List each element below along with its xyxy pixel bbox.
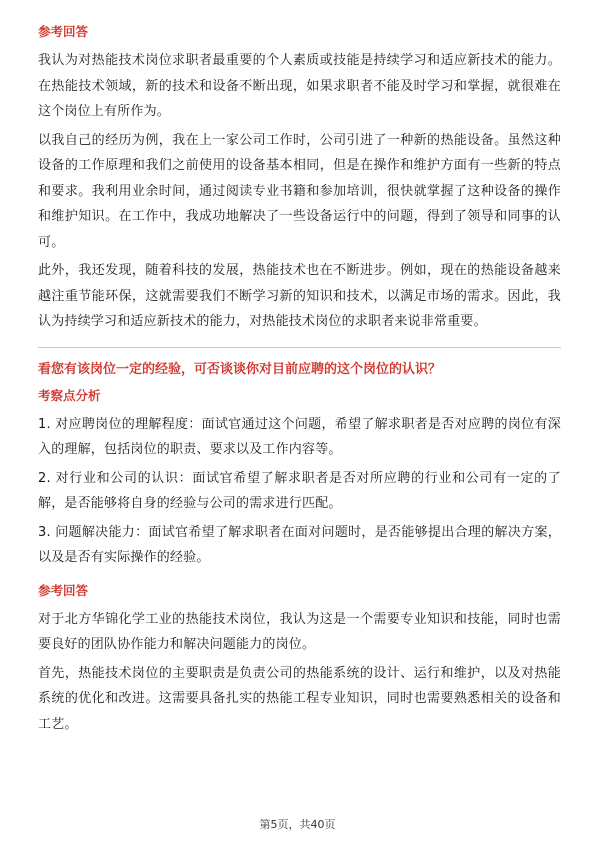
answer-label: 参考回答: [38, 24, 89, 39]
analysis-item: 1. 对应聘岗位的理解程度：面试官通过这个问题，希望了解求职者是否对应聘的岗位有深入的理解，包括岗位的职责、要求以及工作内容等。: [38, 416, 561, 457]
answer-paragraph: 此外，我还发现，随着科技的发展，热能技术也在不断进步。例如，现在的热能设备越来越注重节能环保，这就需要我们不断学习新的知识和技术，以满足市场的需求。因此，我认为持续学习和适应新技术的能力，对热能技术岗位的求职者来说非常重要。: [38, 263, 561, 329]
analysis-label: 考察点分析: [38, 387, 101, 403]
answer-paragraph: 我认为对热能技术岗位求职者最重要的个人素质或技能是持续学习和适应新技术的能力。在热能技术领域，新的技术和设备不断出现，如果求职者不能及时学习和掌握，就很难在这个岗位上有所作为。: [38, 53, 561, 119]
page-indicator: 第5页，共40页: [259, 818, 336, 831]
answer-paragraph: 对于北方华锦化学工业的热能技术岗位，我认为这是一个需要专业知识和技能，同时也需要良好的团队协作能力和解决问题能力的岗位。: [38, 611, 561, 652]
analysis-item: 2. 对行业和公司的认识：面试官希望了解求职者是否对所应聘的行业和公司有一定的了解，是否能够将自身的经验与公司的需求进行匹配。: [38, 470, 561, 511]
document-page: [38, 22, 561, 740]
answer-label: 参考回答: [38, 582, 89, 598]
analysis-item: 3. 问题解决能力：面试官希望了解求职者在面对问题时，是否能够提出合理的解决方案，以及是否有实际操作的经验。: [38, 524, 561, 565]
answer-paragraph: 以我自己的经历为例，我在上一家公司工作时，公司引进了一种新的热能设备。虽然这种设备的工作原理和我们之前使用的设备基本相同，但是在操作和维护方面有一些新的特点和要求。我利用业余时间，通过阅读专业书籍和参加培训，很快就掌握了这种设备的操作和维护知识。在工作中，我成功地解决了一些设备运行中的问题，得到了领导和同事的认可。: [38, 132, 561, 250]
section-divider: [38, 347, 561, 348]
interview-question: 看您有该岗位一定的经验，可否谈谈你对目前应聘的这个岗位的认识？: [38, 361, 442, 377]
answer-paragraph: 首先，热能技术岗位的主要职责是负责公司的热能系统的设计、运行和维护，以及对热能系统的优化和改进。这需要具备扎实的热能工程专业知识，同时也需要熟悉相关的设备和工艺。: [38, 665, 561, 732]
